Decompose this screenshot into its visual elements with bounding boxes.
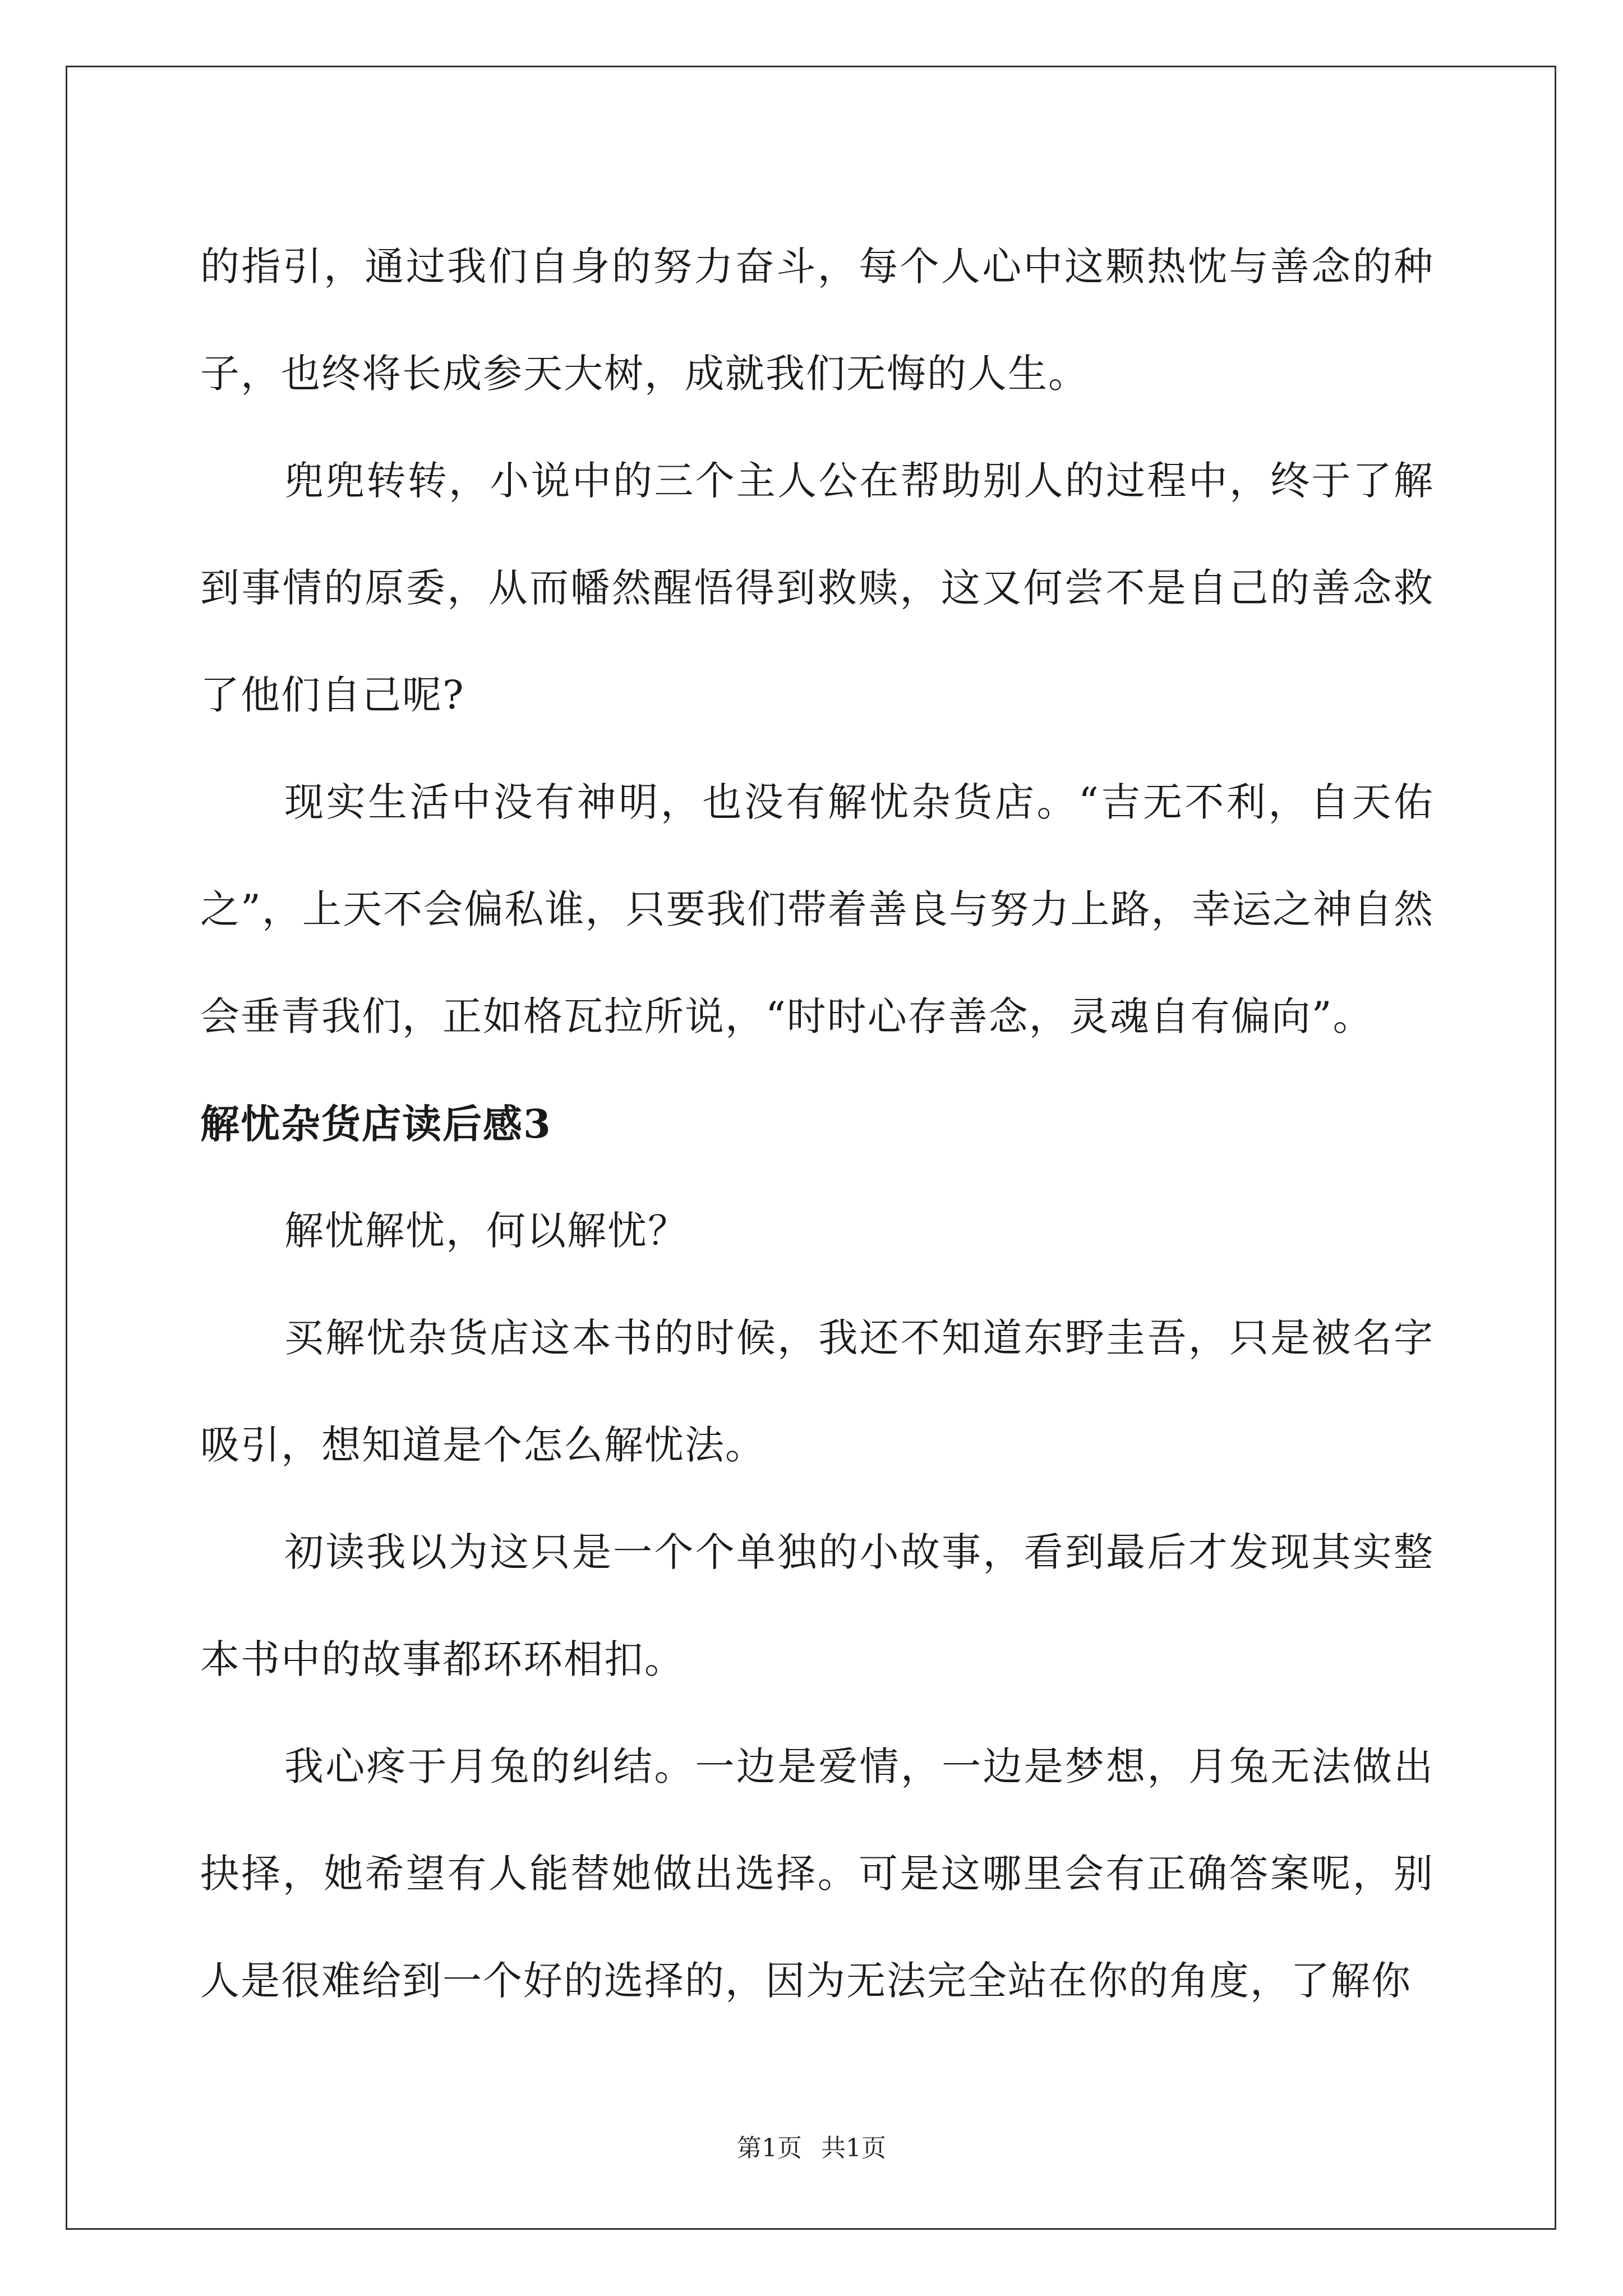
paragraph: 初读我以为这只是一个个单独的小故事，看到最后才发现其实整本书中的故事都环环相扣。: [200, 1529, 1434, 1682]
paragraph: 解忧解忧，何以解忧？: [284, 1208, 688, 1254]
paragraph: 兜兜转转，小说中的三个主人公在帮助别人的过程中，终于了解到事情的原委，从而幡然醒悟得到救赎，这又何尝不是自己的善念救了他们自己呢?: [200, 458, 1434, 718]
section-title: 解忧杂货店读后感3: [200, 1101, 552, 1147]
page-number: 第1页: [737, 2134, 802, 2162]
document-body: [200, 213, 1434, 2035]
page-total: 共1页: [821, 2134, 886, 2162]
page-footer: [0, 2132, 1623, 2165]
paragraph: 我心疼于月兔的纠结。一边是爱情，一边是梦想，月兔无法做出抉择，她希望有人能替她做出选择。可是这哪里会有正确答案呢，别人是很难给到一个好的选择的，因为无法完全站在你的角度，了解你: [200, 1743, 1434, 2004]
paragraph: 买解忧杂货店这本书的时候，我还不知道东野圭吾，只是被名字吸引，想知道是个怎么解忧法。: [200, 1315, 1434, 1468]
paragraph: 现实生活中没有神明，也没有解忧杂货店。“吉无不利，自天佑之”，上天不会偏私谁，只要我们带着善良与努力上路，幸运之神自然会垂青我们，正如格瓦拉所说，“时时心存善念，灵魂自有偏向”。: [200, 779, 1434, 1039]
paragraph: 的指引，通过我们自身的努力奋斗，每个人心中这颗热忱与善念的种子，也终将长成参天大树，成就我们无悔的人生。: [200, 243, 1434, 397]
